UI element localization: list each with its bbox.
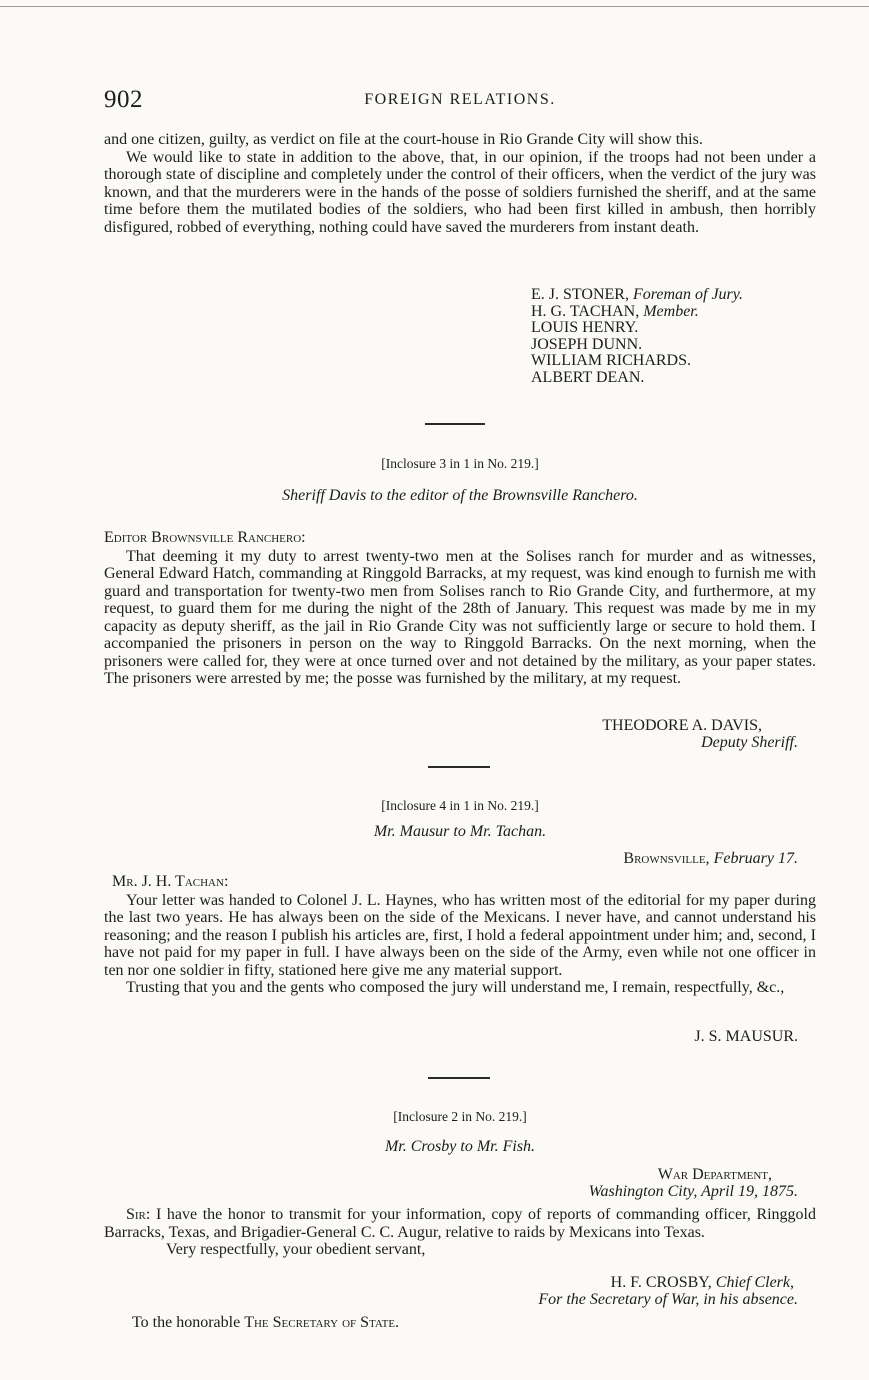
dateline-place: Brownsville, [623, 850, 710, 867]
intro-paragraph-2: We would like to state in addition to the above, that, in our opinion, if the troops had not been under a thorough state of discipline and completely under the control of their officers, when the verdict of the jury was known, and that the murderers were in the hands of the posse of soldiers furnished the sheriff, and at the same time before them the mutilated bodies of the soldiers, who had been first killed in ambush, then horribly disfigured, robbed of everything, nothing could have saved the murderers from instant death. [104, 148, 816, 236]
signature-name: H. F. CROSBY, [610, 1274, 712, 1291]
letter-closing: Trusting that you and the gents who composed the jury will understand me, I remain, respectfully, &c., [126, 979, 785, 996]
signer-name: H. G. TACHAN, [531, 302, 640, 320]
intro-paragraph-1: and one citizen, guilty, as verdict on file at the court-house in Rio Grande City will show this. [104, 131, 703, 148]
crosby-dateline [589, 1166, 798, 1200]
intro-text [104, 131, 816, 236]
inclosure-2-title: Mr. Crosby to Mr. Fish. [384, 1138, 536, 1155]
mausur-dateline [623, 850, 798, 867]
signer [531, 353, 743, 370]
address-prefix: To the honorable [132, 1314, 241, 1331]
section-divider [428, 1077, 490, 1079]
letter-body: That deeming it my duty to arrest twenty-two men at the Solises ranch for murder and as witnesses, General Edward Hatch, commanding at Ringgold Barracks, at my request, was kind enough to furnish me with guard and transportation for twenty-two men from Solises ranch to Rio Grande City, and furthermore, at my request, to guard them for me during the night of the 28th of January. This request was made by me in my capacity as deputy sheriff, as the jail in Rio Grande City was not sufficiently large or secure to hold them. I accompanied the prisoners in person on the way to Ringgold Barracks. On the next morning, when the prisoners were called for, they were at once turned over and not detained by the military, as your paper states. The prisoners were arrested by me; the posse was furnished by the military, at my request. [104, 547, 816, 687]
inclosure-2-letter [104, 1206, 816, 1259]
inclosure-3-letter [104, 529, 816, 688]
dateline-department: War Department, [657, 1166, 772, 1183]
signature-note: For the Secretary of War, in his absence. [538, 1291, 798, 1308]
letter-salutation: Mr. J. H. Tachan: [112, 873, 229, 890]
inclosure-3-title: Sheriff Davis to the editor of the Brownsville Ranchero. [282, 487, 638, 504]
top-border-line [0, 6, 869, 7]
inclosure-4-title: Mr. Mausur to Mr. Tachan. [373, 823, 547, 840]
dateline-date: February 17. [713, 850, 798, 867]
jury-signatures [531, 287, 743, 386]
signer [531, 370, 743, 387]
inclosure-4-letter [104, 873, 816, 997]
signer-role: Foreman of Jury. [632, 286, 743, 303]
page-number: 902 [104, 86, 143, 113]
signer [531, 320, 743, 337]
signer [531, 304, 743, 321]
inclosure-4-label: [Inclosure 4 in 1 in No. 219.] [381, 798, 539, 813]
inclosure-2-label: [Inclosure 2 in No. 219.] [393, 1109, 527, 1124]
letter-salutation: Editor Brownsville Ranchero: [104, 529, 306, 546]
running-title: FOREIGN RELATIONS. [364, 91, 556, 108]
letter-body [104, 1206, 816, 1241]
dateline-date: Washington City, April 19, 1875. [588, 1183, 798, 1200]
signer-name: ALBERT DEAN. [531, 368, 645, 386]
signature-line [538, 1274, 794, 1291]
signer-name: LOUIS HENRY. [531, 319, 639, 336]
signer-name: JOSEPH DUNN. [531, 335, 643, 353]
letter-address [104, 1314, 816, 1332]
signature-title: Deputy Sheriff. [701, 734, 798, 751]
address-name: The Secretary of State. [244, 1314, 400, 1331]
signer-name: WILLIAM RICHARDS. [531, 352, 691, 369]
letter-body: Your letter was handed to Colonel J. L. Haynes, who has written most of the editorial for my paper during the last two years. He has always been on the side of the Mexicans. I never have, and cannot understand his reasoning; and the reason I publish his articles are, first, I hold a federal appointment under him; and, second, I have not paid for my paper in full. I have always been on the side of the Army, even while not one officer in ten nor one soldier in fifty, stationed here give me any material support. [104, 891, 816, 979]
crosby-signature [538, 1274, 798, 1308]
page-header [104, 86, 816, 116]
inclosure-3-label: [Inclosure 3 in 1 in No. 219.] [381, 456, 539, 471]
signer-name: E. J. STONER, [531, 286, 629, 303]
mausur-signature: J. S. MAUSUR. [694, 1028, 798, 1045]
section-divider [425, 423, 485, 425]
signer-role: Member. [643, 302, 699, 320]
signer [531, 337, 743, 354]
signature-title: Chief Clerk, [715, 1274, 794, 1291]
signer [531, 287, 743, 304]
letter-body-text: I have the honor to transmit for your information, copy of reports of commanding officer, Ringgold Barracks, Texas, and Brigadier-General C. C. Augur, relative to raids by Mexicans into Texas. [104, 1206, 817, 1241]
section-divider [428, 766, 490, 768]
letter-salutation: Sir: [126, 1206, 151, 1223]
signature-name: THEODORE A. DAVIS, [602, 717, 762, 734]
letter-closing: Very respectfully, your obedient servant, [166, 1241, 426, 1258]
davis-signature [602, 717, 798, 751]
